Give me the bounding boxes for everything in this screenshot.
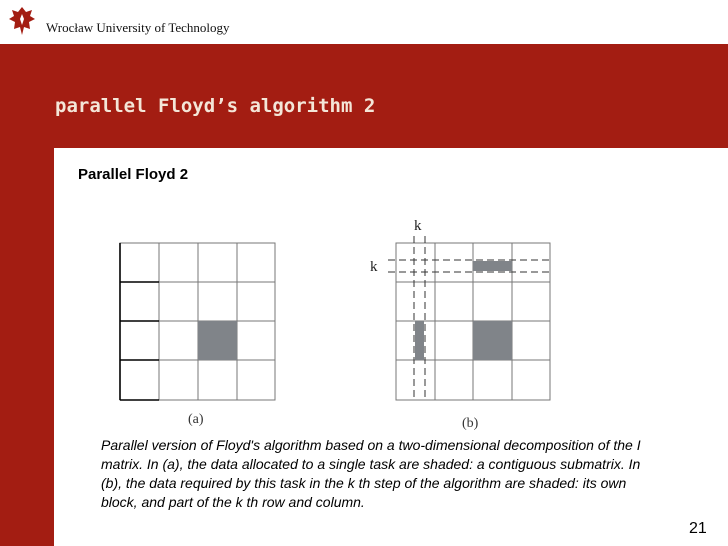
decomposition-figure bbox=[110, 208, 570, 433]
k-row-label: k bbox=[370, 259, 378, 275]
task-block-b bbox=[473, 321, 512, 360]
university-name: Wrocław University of Technology bbox=[46, 20, 230, 35]
university-eagle-logo bbox=[8, 5, 36, 37]
k-dashed-lines-b bbox=[388, 236, 550, 400]
task-block-a bbox=[198, 321, 237, 360]
k-column-label: k bbox=[414, 218, 422, 234]
figure-label-b: (b) bbox=[462, 416, 479, 431]
header-bar bbox=[0, 0, 728, 44]
figure-caption: Parallel version of Floyd's algorithm based on a two-dimensional decomposition of the I matrix. In (a), the data allocated to a single task are shaded: a contiguous submatrix. In (b), the data required by this task in the k th step of the algorithm are shaded: its own block, and part of the k th row and column. bbox=[101, 437, 641, 510]
figure-label-a: (a) bbox=[188, 412, 204, 427]
task-column-edges-a bbox=[120, 243, 159, 400]
page-number: 21 bbox=[689, 520, 707, 537]
k-row-segment-b bbox=[473, 261, 512, 271]
k-column-segment-b bbox=[415, 321, 424, 360]
slide-subheading: Parallel Floyd 2 bbox=[78, 166, 189, 183]
slide-title: parallel Floyd’s algorithm 2 bbox=[55, 95, 376, 117]
